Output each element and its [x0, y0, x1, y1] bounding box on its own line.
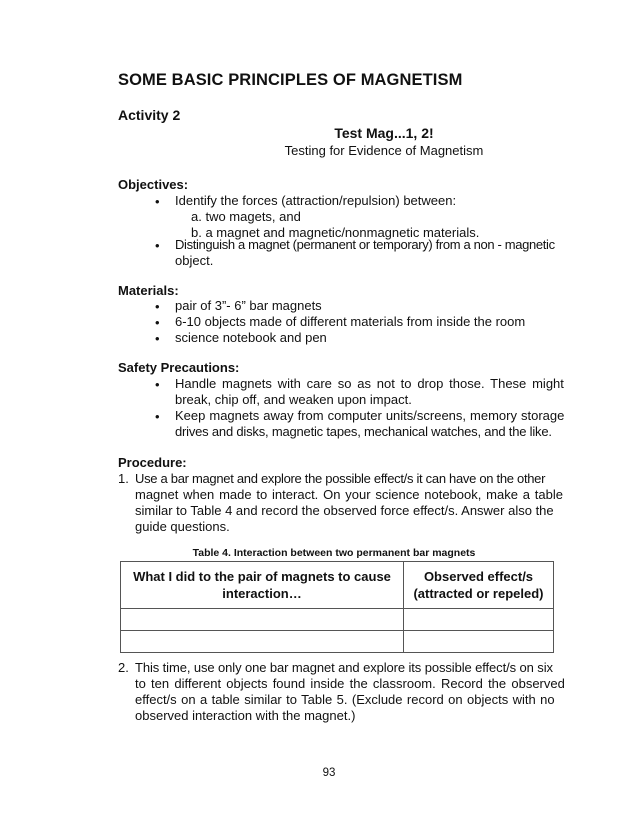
table-header-row — [121, 562, 554, 609]
interaction-table — [120, 561, 554, 653]
procedure-step: observed interaction with the magnet.) — [135, 708, 356, 723]
table-cell — [404, 631, 554, 653]
procedure-heading: Procedure: — [118, 455, 187, 470]
step-number: 1. — [118, 471, 129, 486]
table-row — [121, 631, 554, 653]
materials-heading: Materials: — [118, 283, 179, 298]
table-header-cell: Observed effect/s (attracted or repeled) — [404, 562, 554, 609]
procedure-step: This time, use only one bar magnet and explore its possible effect/s on six — [135, 660, 553, 675]
bullet-dot: • — [155, 331, 160, 346]
procedure-step: to ten different objects found inside the classroom. Record the observed — [135, 676, 565, 691]
bullet-dot: • — [155, 377, 160, 392]
table-header-cell: What I did to the pair of magnets to cause interaction… — [121, 562, 404, 609]
objective-sub-item: a. two magets, and — [191, 209, 301, 224]
objective-item: Identify the forces (attraction/repulsion) between: — [175, 193, 457, 208]
bullet-dot: • — [155, 315, 160, 330]
procedure-step: similar to Table 4 and record the observed force effect/s. Answer also the — [135, 503, 554, 518]
table-cell — [121, 631, 404, 653]
safety-item: Keep magnets away from computer units/screens, memory storage — [175, 408, 565, 423]
material-item: pair of 3”- 6” bar magnets — [175, 298, 322, 313]
table-caption: Table 4. Interaction between two permanent bar magnets — [192, 547, 476, 559]
objective-item: Distinguish a magnet (permanent or temporary) from a non - magnetic — [175, 237, 555, 252]
page-number: 93 — [322, 767, 336, 779]
safety-item-continued: break, chip off, and weaken upon impact. — [175, 392, 412, 407]
bullet-dot: • — [155, 299, 160, 314]
procedure-step: Use a bar magnet and explore the possible effect/s it can have on the other — [135, 471, 546, 486]
table-cell — [121, 609, 404, 631]
procedure-step: effect/s on a table similar to Table 5. (Exclude record on objects with no — [135, 692, 555, 707]
table-row — [121, 609, 554, 631]
objectives-heading: Objectives: — [118, 177, 189, 192]
page-title: SOME BASIC PRINCIPLES OF MAGNETISM — [118, 71, 463, 89]
step-number: 2. — [118, 660, 129, 675]
bullet-dot: • — [155, 409, 160, 424]
safety-item-continued: drives and disks, magnetic tapes, mechanical watches, and the like. — [175, 424, 552, 439]
material-item: 6-10 objects made of different materials from inside the room — [175, 314, 526, 329]
bullet-dot: • — [155, 238, 160, 253]
activity-subtitle: Testing for Evidence of Magnetism — [284, 143, 484, 158]
safety-heading: Safety Precautions: — [118, 360, 240, 375]
procedure-step: guide questions. — [135, 519, 230, 534]
table-cell — [404, 609, 554, 631]
bullet-dot: • — [155, 194, 160, 209]
activity-label: Activity 2 — [118, 107, 181, 123]
objective-sub-item: b. a magnet and magnetic/nonmagnetic materials. — [191, 225, 480, 240]
objective-item-continued: object. — [175, 253, 214, 268]
procedure-step: magnet when made to interact. On your science notebook, make a table — [135, 487, 563, 502]
material-item: science notebook and pen — [175, 330, 327, 345]
activity-title: Test Mag...1, 2! — [334, 125, 434, 141]
safety-item: Handle magnets with care so as not to drop those. These might — [175, 376, 564, 391]
